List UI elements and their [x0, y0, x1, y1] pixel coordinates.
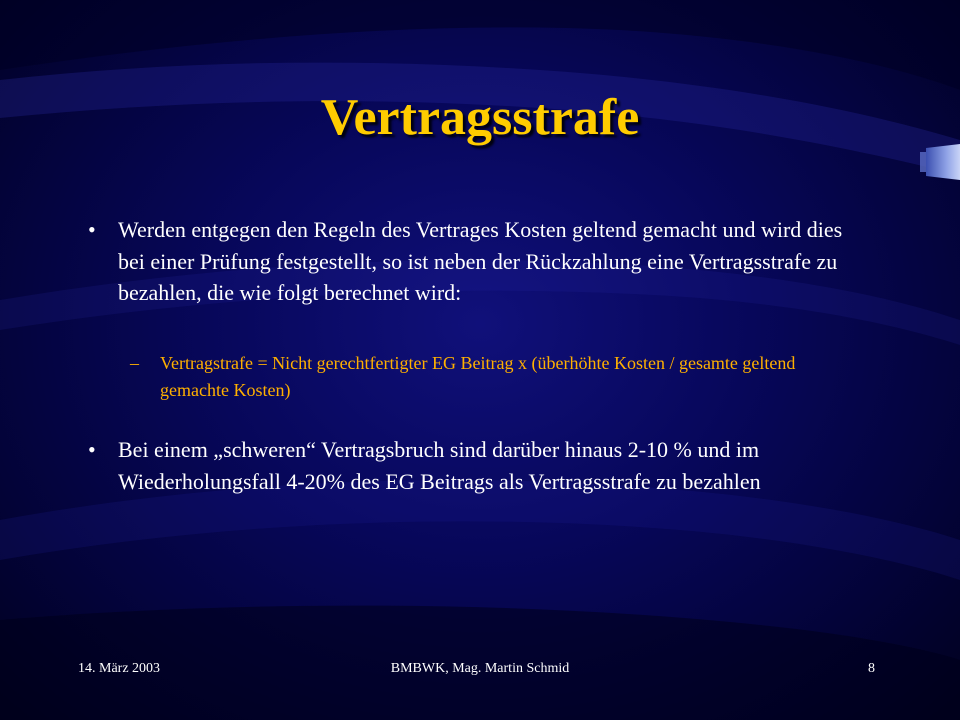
formula-text: Vertragstrafe = Nicht gerechtfertigter EG Beitrag x (überhöhte Kosten / gesamte geltend gemachte Kosten) — [160, 353, 796, 400]
footer-date: 14. März 2003 — [78, 661, 161, 676]
bullet-text: Werden entgegen den Regeln des Vertrages Kosten geltend gemacht und wird dies bei einer Prüfung festgestellt, so ist neben der Rückzahlung eine Vertragsstrafe zu bezahlen, die wie folgt berechnet wird: — [118, 217, 843, 305]
sub-bullet-glyph: – — [130, 353, 139, 373]
bullet-text: Bei einem „schweren“ Vertragsbruch sind darüber hinaus 2-10 % und im Wiederholungsfall 4-20% des EG Beitrags als Vertragsstrafe zu bezahlen — [118, 437, 761, 494]
bullet-glyph: • — [88, 437, 96, 462]
footer-author: BMBWK, Mag. Martin Schmid — [390, 661, 570, 676]
formula-sub-bullet — [130, 350, 850, 404]
bullet-item — [88, 434, 858, 497]
bullet-glyph: • — [88, 217, 96, 242]
footer-page-number: 8 — [868, 661, 875, 676]
bullet-item — [88, 214, 858, 309]
slide-title: Vertragsstrafe — [320, 89, 640, 146]
